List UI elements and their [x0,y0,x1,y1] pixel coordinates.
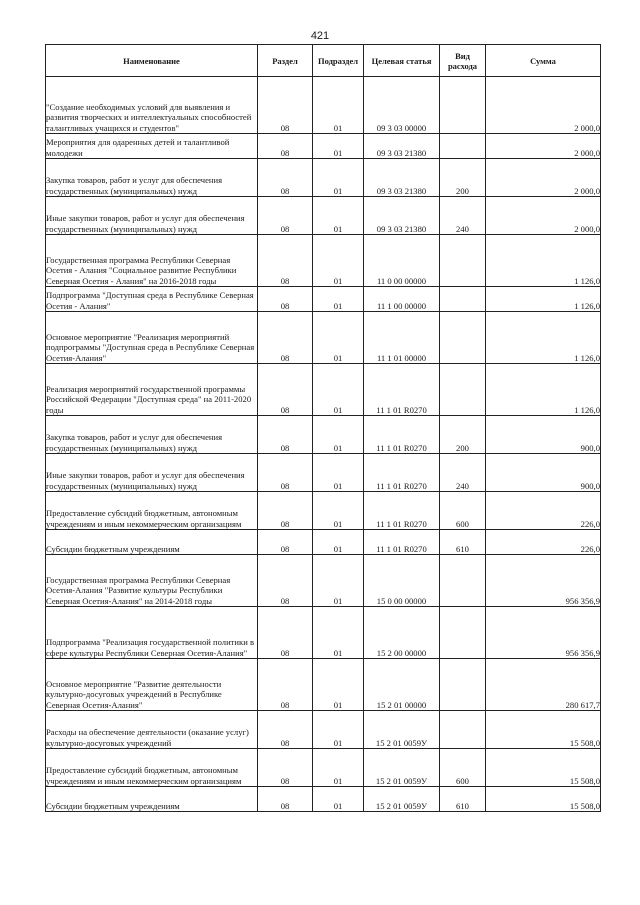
row-section: 08 [258,159,313,197]
table-row [46,197,601,235]
row-name: Подпрограмма "Реализация государственной политики в сфере культуры Республики Северная Осетия-Алания" [46,607,258,659]
row-name: Государственная программа Республики Северная Осетия - Алания "Социальное развитие Республики Северная Осетия - Алания" на 2016-2018 годы [46,235,258,287]
table-row [46,416,601,454]
row-target-article: 15 2 00 00000 [364,607,440,659]
row-section: 08 [258,492,313,530]
table-row [46,159,601,197]
row-expense-type: 240 [440,197,486,235]
header-expense-type: Вид расхода [440,45,486,77]
row-target-article: 11 1 00 00000 [364,287,440,312]
header-amount: Сумма [486,45,601,77]
row-section: 08 [258,659,313,711]
table-row [46,364,601,416]
row-name: "Создание необходимых условий для выявления и развития творческих и интеллектуальных способностей талантливых учащихся и студентов" [46,77,258,134]
row-section: 08 [258,454,313,492]
row-expense-type [440,134,486,159]
table-header-row [46,45,601,77]
row-target-article: 09 3 03 21380 [364,159,440,197]
row-section: 08 [258,555,313,607]
row-subsection: 01 [313,77,364,134]
row-target-article: 15 0 00 00000 [364,555,440,607]
row-section: 08 [258,607,313,659]
table-row [46,134,601,159]
row-amount: 1 126,0 [486,235,601,287]
row-section: 08 [258,711,313,749]
row-subsection: 01 [313,555,364,607]
header-subsection: Подраздел [313,45,364,77]
row-subsection: 01 [313,711,364,749]
row-expense-type: 610 [440,530,486,555]
row-name: Предоставление субсидий бюджетным, автономным учреждениям и иным некоммерческим организациям [46,749,258,787]
row-target-article: 11 1 01 R0270 [364,492,440,530]
row-expense-type [440,555,486,607]
row-amount: 15 508,0 [486,711,601,749]
table-row [46,711,601,749]
table-row [46,492,601,530]
row-target-article: 09 3 03 00000 [364,77,440,134]
table-row [46,659,601,711]
table-row [46,454,601,492]
row-amount: 2 000,0 [486,134,601,159]
row-subsection: 01 [313,159,364,197]
row-expense-type: 200 [440,416,486,454]
row-target-article: 11 1 01 R0270 [364,454,440,492]
row-subsection: 01 [313,787,364,812]
row-amount: 15 508,0 [486,749,601,787]
row-section: 08 [258,134,313,159]
row-target-article: 11 1 01 R0270 [364,416,440,454]
row-amount: 1 126,0 [486,287,601,312]
page-number: 421 [310,30,330,42]
row-amount: 2 000,0 [486,197,601,235]
row-target-article: 15 2 01 00000 [364,659,440,711]
row-amount: 2 000,0 [486,159,601,197]
row-target-article: 15 2 01 0059У [364,749,440,787]
row-amount: 280 617,7 [486,659,601,711]
row-section: 08 [258,77,313,134]
row-section: 08 [258,235,313,287]
row-subsection: 01 [313,235,364,287]
table-row [46,555,601,607]
row-name: Основное мероприятие "Реализация мероприятий подпрограммы "Доступная среда в Республике Северная Осетия-Алания" [46,312,258,364]
header-target-article: Целевая статья [364,45,440,77]
row-name: Иные закупки товаров, работ и услуг для обеспечения государственных (муниципальных) нужд [46,454,258,492]
row-target-article: 15 2 01 0059У [364,787,440,812]
row-section: 08 [258,416,313,454]
row-name: Субсидии бюджетным учреждениям [46,530,258,555]
row-expense-type: 600 [440,749,486,787]
row-subsection: 01 [313,530,364,555]
row-section: 08 [258,312,313,364]
row-section: 08 [258,197,313,235]
row-subsection: 01 [313,287,364,312]
row-expense-type [440,312,486,364]
header-name: Наименование [46,45,258,77]
row-name: Иные закупки товаров, работ и услуг для обеспечения государственных (муниципальных) нужд [46,197,258,235]
row-section: 08 [258,364,313,416]
row-name: Предоставление субсидий бюджетным, автономным учреждениям и иным некоммерческим организациям [46,492,258,530]
table-row [46,77,601,134]
row-name: Субсидии бюджетным учреждениям [46,787,258,812]
row-target-article: 11 1 01 R0270 [364,364,440,416]
table-row [46,530,601,555]
row-expense-type: 600 [440,492,486,530]
row-subsection: 01 [313,492,364,530]
row-amount: 900,0 [486,454,601,492]
row-name: Основное мероприятие "Развитие деятельности культурно-досуговых учреждений в Республике Северная Осетия-Алания" [46,659,258,711]
row-section: 08 [258,749,313,787]
row-amount: 226,0 [486,492,601,530]
row-expense-type: 200 [440,159,486,197]
row-subsection: 01 [313,607,364,659]
table-row [46,312,601,364]
table-row [46,287,601,312]
row-name: Государственная программа Республики Северная Осетия-Алания "Развитие культуры Республики Северная Осетия-Алания" на 2014-2018 годы [46,555,258,607]
row-target-article: 11 0 00 00000 [364,235,440,287]
row-name: Закупка товаров, работ и услуг для обеспечения государственных (муниципальных) нужд [46,159,258,197]
row-subsection: 01 [313,749,364,787]
row-name: Закупка товаров, работ и услуг для обеспечения государственных (муниципальных) нужд [46,416,258,454]
row-amount: 1 126,0 [486,364,601,416]
row-subsection: 01 [313,416,364,454]
table-row [46,235,601,287]
row-section: 08 [258,787,313,812]
row-subsection: 01 [313,454,364,492]
table-row [46,749,601,787]
row-target-article: 11 1 01 00000 [364,312,440,364]
row-expense-type [440,659,486,711]
row-amount: 2 000,0 [486,77,601,134]
row-section: 08 [258,530,313,555]
row-section: 08 [258,287,313,312]
row-subsection: 01 [313,312,364,364]
row-subsection: 01 [313,364,364,416]
row-amount: 900,0 [486,416,601,454]
row-target-article: 11 1 01 R0270 [364,530,440,555]
row-name: Мероприятия для одаренных детей и талантливой молодежи [46,134,258,159]
row-amount: 956 356,9 [486,607,601,659]
row-name: Подпрограмма "Доступная среда в Республике Северная Осетия - Алания" [46,287,258,312]
table-row [46,607,601,659]
table-row [46,787,601,812]
row-expense-type [440,607,486,659]
row-amount: 956 356,9 [486,555,601,607]
row-name: Реализация мероприятий государственной программы Российской Федерации "Доступная среда" на 2011-2020 годы [46,364,258,416]
row-amount: 1 126,0 [486,312,601,364]
header-section: Раздел [258,45,313,77]
row-name: Расходы на обеспечение деятельности (оказание услуг) культурно-досуговых учреждений [46,711,258,749]
row-expense-type [440,77,486,134]
row-target-article: 15 2 01 0059У [364,711,440,749]
row-expense-type: 240 [440,454,486,492]
row-amount: 226,0 [486,530,601,555]
row-expense-type [440,287,486,312]
row-subsection: 01 [313,197,364,235]
row-target-article: 09 3 03 21380 [364,197,440,235]
row-subsection: 01 [313,134,364,159]
budget-table [45,44,601,812]
row-expense-type: 610 [440,787,486,812]
row-expense-type [440,711,486,749]
row-expense-type [440,235,486,287]
row-amount: 15 508,0 [486,787,601,812]
row-subsection: 01 [313,659,364,711]
row-target-article: 09 3 03 21380 [364,134,440,159]
row-expense-type [440,364,486,416]
